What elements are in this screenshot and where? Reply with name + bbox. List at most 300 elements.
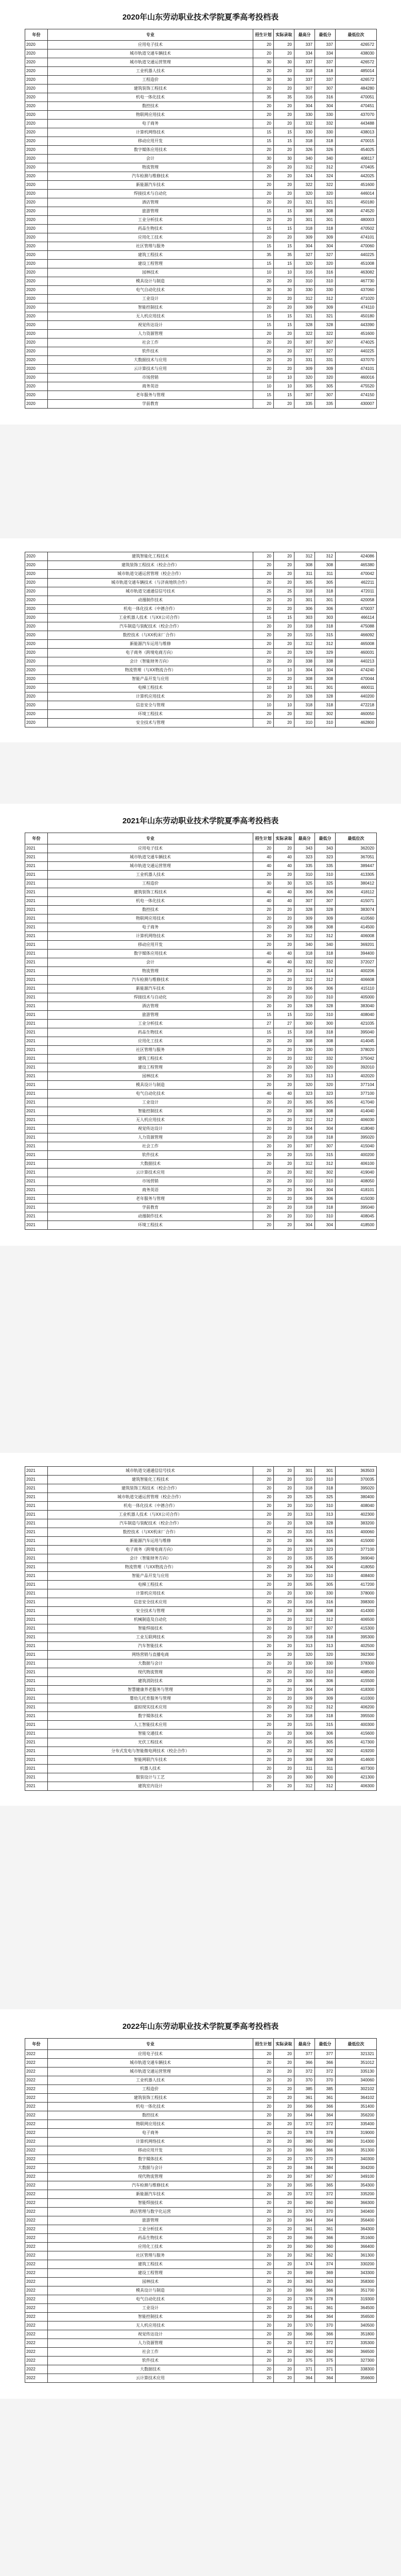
- min-score-cell: 312: [315, 163, 336, 172]
- year-cell: 2020: [25, 640, 48, 649]
- enrolled-cell: 20: [274, 2348, 294, 2357]
- min-rank-cell: 421300: [336, 1773, 377, 1782]
- min-score-cell: 316: [315, 268, 336, 277]
- min-rank-cell: 383200: [336, 1519, 377, 1528]
- year-cell: 2021: [25, 1055, 48, 1063]
- max-score-cell: 310: [294, 1476, 315, 1484]
- major-cell: 机电一体化技术: [48, 897, 253, 906]
- min-score-cell: 312: [315, 1782, 336, 1791]
- plan-cell: 20: [253, 976, 274, 985]
- min-rank-cell: 470042: [336, 570, 377, 579]
- max-score-cell: 362: [294, 2251, 315, 2260]
- plan-cell: 20: [253, 295, 274, 303]
- plan-cell: 20: [253, 2225, 274, 2234]
- year-cell: 2022: [25, 2357, 48, 2365]
- plan-cell: 20: [253, 1651, 274, 1659]
- plan-cell: 20: [253, 1677, 274, 1686]
- min-score-cell: 360: [315, 2199, 336, 2208]
- table-row: [25, 1668, 377, 1677]
- table-row: [25, 1195, 377, 1204]
- year-cell: 2022: [25, 2164, 48, 2173]
- major-cell: 智能焊接技术: [48, 1624, 253, 1633]
- min-score-cell: 372: [315, 2120, 336, 2129]
- header-row: [25, 2039, 377, 2050]
- year-cell: 2020: [25, 684, 48, 692]
- year-cell: 2020: [25, 622, 48, 631]
- enrolled-cell: 20: [274, 1037, 294, 1046]
- year-cell: 2020: [25, 391, 48, 400]
- min-score-cell: 305: [315, 382, 336, 391]
- max-score-cell: 384: [294, 2164, 315, 2173]
- plan-cell: 35: [253, 93, 274, 102]
- max-score-cell: 304: [294, 1125, 315, 1133]
- enrolled-cell: 20: [274, 993, 294, 1002]
- major-cell: 大数据技术: [48, 1160, 253, 1168]
- plan-cell: 20: [253, 1633, 274, 1642]
- enrolled-cell: 40: [274, 1090, 294, 1098]
- max-score-cell: 316: [294, 268, 315, 277]
- min-rank-cell: 460031: [336, 649, 377, 657]
- year-cell: 2021: [25, 1195, 48, 1204]
- major-cell: 汽车检测与维修技术: [48, 172, 253, 181]
- min-score-cell: 306: [315, 1537, 336, 1546]
- major-cell: 人力资源管理: [48, 2339, 253, 2348]
- plan-cell: 40: [253, 1090, 274, 1098]
- max-score-cell: 309: [294, 365, 315, 374]
- major-cell: 软件技术: [48, 1151, 253, 1160]
- min-rank-cell: 356400: [336, 2216, 377, 2225]
- plan-cell: 20: [253, 1694, 274, 1703]
- min-rank-cell: 402020: [336, 1072, 377, 1081]
- min-rank-cell: 370035: [336, 1476, 377, 1484]
- major-cell: 学前教育: [48, 400, 253, 409]
- min-score-cell: 312: [315, 1703, 336, 1712]
- year-cell: 2022: [25, 2216, 48, 2225]
- max-score-cell: 320: [294, 190, 315, 198]
- min-rank-cell: 369040: [336, 1554, 377, 1563]
- year-cell: 2022: [25, 2269, 48, 2278]
- min-rank-cell: 470051: [336, 93, 377, 102]
- max-score-cell: 318: [294, 701, 315, 710]
- major-cell: 机电一体化技术（中德合作）: [48, 605, 253, 614]
- year-cell: 2021: [25, 1467, 48, 1476]
- plan-cell: 20: [253, 1572, 274, 1581]
- enrolled-cell: 20: [274, 1624, 294, 1633]
- min-rank-cell: 419200: [336, 1747, 377, 1756]
- max-score-cell: 312: [294, 976, 315, 985]
- min-score-cell: 318: [315, 225, 336, 233]
- year-cell: 2021: [25, 1020, 48, 1028]
- major-cell: 电子商务: [48, 2129, 253, 2138]
- year-cell: 2021: [25, 853, 48, 862]
- table-row: [25, 1125, 377, 1133]
- min-rank-cell: 420058: [336, 596, 377, 605]
- year-cell: 2021: [25, 1177, 48, 1186]
- plan-cell: 20: [253, 172, 274, 181]
- table-row: [25, 2103, 377, 2111]
- min-rank-cell: 358300: [336, 2278, 377, 2286]
- min-rank-cell: 395040: [336, 1204, 377, 1212]
- min-rank-cell: 471020: [336, 295, 377, 303]
- table-row: [25, 2251, 377, 2260]
- max-score-cell: 318: [294, 1633, 315, 1642]
- min-score-cell: 335: [315, 1554, 336, 1563]
- plan-cell: 20: [253, 844, 274, 853]
- year-cell: 2020: [25, 666, 48, 675]
- plan-cell: 20: [253, 1151, 274, 1160]
- table-row: [25, 1116, 377, 1125]
- enrolled-cell: 20: [274, 2164, 294, 2173]
- plan-cell: 15: [253, 242, 274, 251]
- enrolled-cell: 20: [274, 2365, 294, 2374]
- plan-cell: 20: [253, 190, 274, 198]
- table-row: [25, 1011, 377, 1020]
- enrolled-cell: 20: [274, 233, 294, 242]
- min-score-cell: 312: [315, 932, 336, 941]
- min-score-cell: 362: [315, 2251, 336, 2260]
- min-rank-cell: 377100: [336, 1090, 377, 1098]
- major-cell: 无人机应用技术: [48, 2321, 253, 2330]
- enrolled-cell: 15: [274, 260, 294, 268]
- major-cell: 数控技术: [48, 102, 253, 111]
- year-cell: 2020: [25, 657, 48, 666]
- plan-cell: 15: [253, 321, 274, 330]
- max-score-cell: 318: [294, 1133, 315, 1142]
- min-score-cell: 304: [315, 242, 336, 251]
- table-row: [25, 1712, 377, 1721]
- min-rank-cell: 351400: [336, 2103, 377, 2111]
- year-cell: 2020: [25, 41, 48, 49]
- plan-cell: 20: [253, 111, 274, 120]
- min-rank-cell: 462800: [336, 719, 377, 727]
- table-row: [25, 347, 377, 356]
- min-rank-cell: 408117: [336, 155, 377, 163]
- plan-cell: 20: [253, 1493, 274, 1502]
- table-row: [25, 1730, 377, 1738]
- enrolled-cell: 20: [274, 198, 294, 207]
- plan-cell: 20: [253, 2216, 274, 2225]
- min-rank-cell: 319000: [336, 2129, 377, 2138]
- enrolled-cell: 20: [274, 579, 294, 587]
- min-score-cell: 316: [315, 1598, 336, 1607]
- plan-cell: 30: [253, 879, 274, 888]
- min-score-cell: 318: [315, 950, 336, 958]
- min-rank-cell: 421035: [336, 1020, 377, 1028]
- year-cell: 2020: [25, 312, 48, 321]
- major-cell: 数控技术: [48, 906, 253, 914]
- min-score-cell: 301: [315, 216, 336, 225]
- major-cell: 电梯工程技术: [48, 1581, 253, 1589]
- major-cell: 安全技术与管理: [48, 1607, 253, 1616]
- major-cell: 电子商务: [48, 923, 253, 932]
- enrolled-cell: 20: [274, 1221, 294, 1230]
- table-row: [25, 1589, 377, 1598]
- table-row: [25, 1563, 377, 1572]
- max-score-cell: 374: [294, 2260, 315, 2269]
- min-score-cell: 306: [315, 1195, 336, 1204]
- min-score-cell: 313: [315, 1072, 336, 1081]
- min-rank-cell: 400300: [336, 1721, 377, 1730]
- major-cell: 电气自动化技术: [48, 2295, 253, 2304]
- enrolled-cell: 20: [274, 923, 294, 932]
- enrolled-cell: 20: [274, 2295, 294, 2304]
- min-rank-cell: 462211: [336, 579, 377, 587]
- admission-table: [25, 1466, 377, 1791]
- plan-cell: 20: [253, 596, 274, 605]
- plan-cell: 20: [253, 1773, 274, 1782]
- table-row: [25, 251, 377, 260]
- min-score-cell: 334: [315, 49, 336, 58]
- plan-cell: 20: [253, 1668, 274, 1677]
- max-score-cell: 310: [294, 993, 315, 1002]
- min-rank-cell: 474150: [336, 391, 377, 400]
- major-cell: 视觉传达设计: [48, 1125, 253, 1133]
- min-rank-cell: 437070: [336, 356, 377, 365]
- major-cell: 机械制造及自动化: [48, 1616, 253, 1624]
- max-score-cell: 310: [294, 719, 315, 727]
- enrolled-cell: 20: [274, 67, 294, 76]
- max-score-cell: 312: [294, 1116, 315, 1125]
- plan-cell: 20: [253, 570, 274, 579]
- plan-cell: 15: [253, 1028, 274, 1037]
- major-cell: 老年服务与管理: [48, 1195, 253, 1204]
- table-row: [25, 579, 377, 587]
- plan-cell: 20: [253, 1221, 274, 1230]
- column-header: 最低分: [315, 833, 336, 844]
- min-score-cell: 312: [315, 1160, 336, 1168]
- plan-cell: 20: [253, 2321, 274, 2330]
- major-cell: 电梯工程技术: [48, 684, 253, 692]
- major-cell: 会计: [48, 958, 253, 967]
- max-score-cell: 304: [294, 242, 315, 251]
- enrolled-cell: 27: [274, 1020, 294, 1028]
- plan-cell: 20: [253, 365, 274, 374]
- year-cell: 2020: [25, 330, 48, 338]
- table-row: [25, 605, 377, 614]
- min-rank-cell: 474101: [336, 365, 377, 374]
- min-rank-cell: 414040: [336, 1107, 377, 1116]
- major-cell: 智能焊接技术: [48, 2199, 253, 2208]
- min-rank-cell: 395300: [336, 1633, 377, 1642]
- plan-cell: 20: [253, 1125, 274, 1133]
- major-cell: 动漫制作技术: [48, 596, 253, 605]
- table-row: [25, 853, 377, 862]
- major-cell: 模具设计与制造: [48, 2286, 253, 2295]
- min-score-cell: 318: [315, 137, 336, 146]
- min-score-cell: 328: [315, 1002, 336, 1011]
- table-row: [25, 356, 377, 365]
- table-row: [25, 1476, 377, 1484]
- min-rank-cell: 414300: [336, 1607, 377, 1616]
- enrolled-cell: 20: [274, 2330, 294, 2339]
- table-row: [25, 1765, 377, 1773]
- sheet-title: 2021年山东劳动职业技术学院夏季高考投档表: [122, 817, 279, 825]
- plan-cell: 20: [253, 84, 274, 93]
- table-row: [25, 657, 377, 666]
- max-score-cell: 307: [294, 897, 315, 906]
- min-rank-cell: 405000: [336, 993, 377, 1002]
- plan-cell: 20: [253, 914, 274, 923]
- year-cell: 2020: [25, 111, 48, 120]
- plan-cell: 20: [253, 657, 274, 666]
- min-rank-cell: 356200: [336, 2111, 377, 2120]
- max-score-cell: 310: [294, 871, 315, 879]
- plan-cell: 25: [253, 587, 274, 596]
- min-score-cell: 320: [315, 1651, 336, 1659]
- min-rank-cell: 440225: [336, 347, 377, 356]
- major-cell: 工业设计: [48, 295, 253, 303]
- min-score-cell: 305: [315, 1098, 336, 1107]
- max-score-cell: 335: [294, 862, 315, 871]
- plan-cell: 20: [253, 1107, 274, 1116]
- major-cell: 新能源汽车技术: [48, 2190, 253, 2199]
- plan-cell: 20: [253, 1756, 274, 1765]
- major-cell: 应用电子技术: [48, 844, 253, 853]
- plan-cell: 20: [253, 1204, 274, 1212]
- plan-cell: 20: [253, 719, 274, 727]
- min-rank-cell: 472011: [336, 587, 377, 596]
- min-score-cell: 306: [315, 605, 336, 614]
- plan-cell: 20: [253, 2330, 274, 2339]
- min-score-cell: 325: [315, 1493, 336, 1502]
- year-cell: 2021: [25, 888, 48, 897]
- major-cell: 工业设计: [48, 2304, 253, 2313]
- year-cell: 2021: [25, 1546, 48, 1554]
- enrolled-cell: 20: [274, 1195, 294, 1204]
- table-row: [25, 102, 377, 111]
- max-score-cell: 328: [294, 321, 315, 330]
- plan-cell: 20: [253, 2348, 274, 2357]
- max-score-cell: 372: [294, 2067, 315, 2076]
- min-rank-cell: 392300: [336, 1651, 377, 1659]
- min-score-cell: 310: [315, 1668, 336, 1677]
- max-score-cell: 310: [294, 1212, 315, 1221]
- max-score-cell: 321: [294, 198, 315, 207]
- year-cell: 2020: [25, 561, 48, 570]
- table-row: [25, 155, 377, 163]
- plan-cell: 20: [253, 1721, 274, 1730]
- max-score-cell: 320: [294, 1651, 315, 1659]
- plan-cell: 20: [253, 1511, 274, 1519]
- table-row: [25, 2067, 377, 2076]
- table-row: [25, 1028, 377, 1037]
- year-cell: 2020: [25, 701, 48, 710]
- max-score-cell: 337: [294, 76, 315, 84]
- plan-cell: 20: [253, 1730, 274, 1738]
- min-score-cell: 371: [315, 2365, 336, 2374]
- min-score-cell: 330: [315, 111, 336, 120]
- year-cell: 2021: [25, 844, 48, 853]
- table-row: [25, 570, 377, 579]
- max-score-cell: 366: [294, 2330, 315, 2339]
- min-score-cell: 313: [315, 1642, 336, 1651]
- plan-cell: 20: [253, 2094, 274, 2103]
- enrolled-cell: 20: [274, 1177, 294, 1186]
- table-row: [25, 2286, 377, 2295]
- major-cell: 建筑装饰工程技术（校企合作）: [48, 1484, 253, 1493]
- max-score-cell: 378: [294, 2129, 315, 2138]
- enrolled-cell: 20: [274, 2234, 294, 2243]
- min-score-cell: 311: [315, 1765, 336, 1773]
- major-cell: 模具设计与制造: [48, 1081, 253, 1090]
- table-row: [25, 1142, 377, 1151]
- plan-cell: 15: [253, 614, 274, 622]
- table-row: [25, 1633, 377, 1642]
- plan-cell: 20: [253, 163, 274, 172]
- enrolled-cell: 20: [274, 1738, 294, 1747]
- year-cell: 2021: [25, 1519, 48, 1528]
- plan-cell: 15: [253, 1011, 274, 1020]
- enrolled-cell: 20: [274, 2208, 294, 2216]
- major-cell: 物联网应用技术: [48, 914, 253, 923]
- table-row: [25, 2330, 377, 2339]
- major-cell: 商务英语: [48, 382, 253, 391]
- min-score-cell: 328: [315, 906, 336, 914]
- min-score-cell: 304: [315, 1221, 336, 1230]
- max-score-cell: 366: [294, 2146, 315, 2155]
- min-rank-cell: 417040: [336, 1098, 377, 1107]
- year-cell: 2020: [25, 260, 48, 268]
- table-row: [25, 1493, 377, 1502]
- plan-cell: 20: [253, 2164, 274, 2173]
- plan-cell: 20: [253, 49, 274, 58]
- min-rank-cell: 424086: [336, 552, 377, 561]
- plan-cell: 20: [253, 2208, 274, 2216]
- plan-cell: 15: [253, 225, 274, 233]
- major-cell: 社区管理与服务: [48, 1046, 253, 1055]
- table-row: [25, 1756, 377, 1765]
- plan-cell: 20: [253, 1002, 274, 1011]
- min-rank-cell: 440225: [336, 251, 377, 260]
- plan-cell: 40: [253, 888, 274, 897]
- table-row: [25, 1598, 377, 1607]
- min-rank-cell: 408050: [336, 1177, 377, 1186]
- min-score-cell: 318: [315, 587, 336, 596]
- table-row: [25, 2085, 377, 2094]
- min-score-cell: 361: [315, 2304, 336, 2313]
- year-cell: 2022: [25, 2173, 48, 2181]
- min-score-cell: 304: [315, 1186, 336, 1195]
- year-cell: 2022: [25, 2208, 48, 2216]
- min-rank-cell: 335200: [336, 2190, 377, 2199]
- enrolled-cell: 20: [274, 1484, 294, 1493]
- enrolled-cell: 20: [274, 2313, 294, 2321]
- max-score-cell: 364: [294, 2111, 315, 2120]
- enrolled-cell: 20: [274, 365, 294, 374]
- major-cell: 汽车制造与装配技术（校企合作）: [48, 622, 253, 631]
- max-score-cell: 312: [294, 1616, 315, 1624]
- enrolled-cell: 20: [274, 675, 294, 684]
- year-cell: 2022: [25, 2243, 48, 2251]
- table-row: [25, 2313, 377, 2321]
- enrolled-cell: 20: [274, 2120, 294, 2129]
- major-cell: 汽车智能技术: [48, 1642, 253, 1651]
- min-rank-cell: 474520: [336, 207, 377, 216]
- year-cell: 2020: [25, 277, 48, 286]
- max-score-cell: 311: [294, 570, 315, 579]
- enrolled-cell: 20: [274, 2103, 294, 2111]
- min-score-cell: 343: [315, 844, 336, 853]
- major-cell: 建设工程管理: [48, 260, 253, 268]
- min-score-cell: 325: [315, 879, 336, 888]
- max-score-cell: 332: [294, 1055, 315, 1063]
- year-cell: 2020: [25, 155, 48, 163]
- table-row: [25, 2339, 377, 2348]
- major-cell: 会计（智能财务方向）: [48, 657, 253, 666]
- year-cell: 2021: [25, 1703, 48, 1712]
- table-row: [25, 286, 377, 295]
- enrolled-cell: 40: [274, 897, 294, 906]
